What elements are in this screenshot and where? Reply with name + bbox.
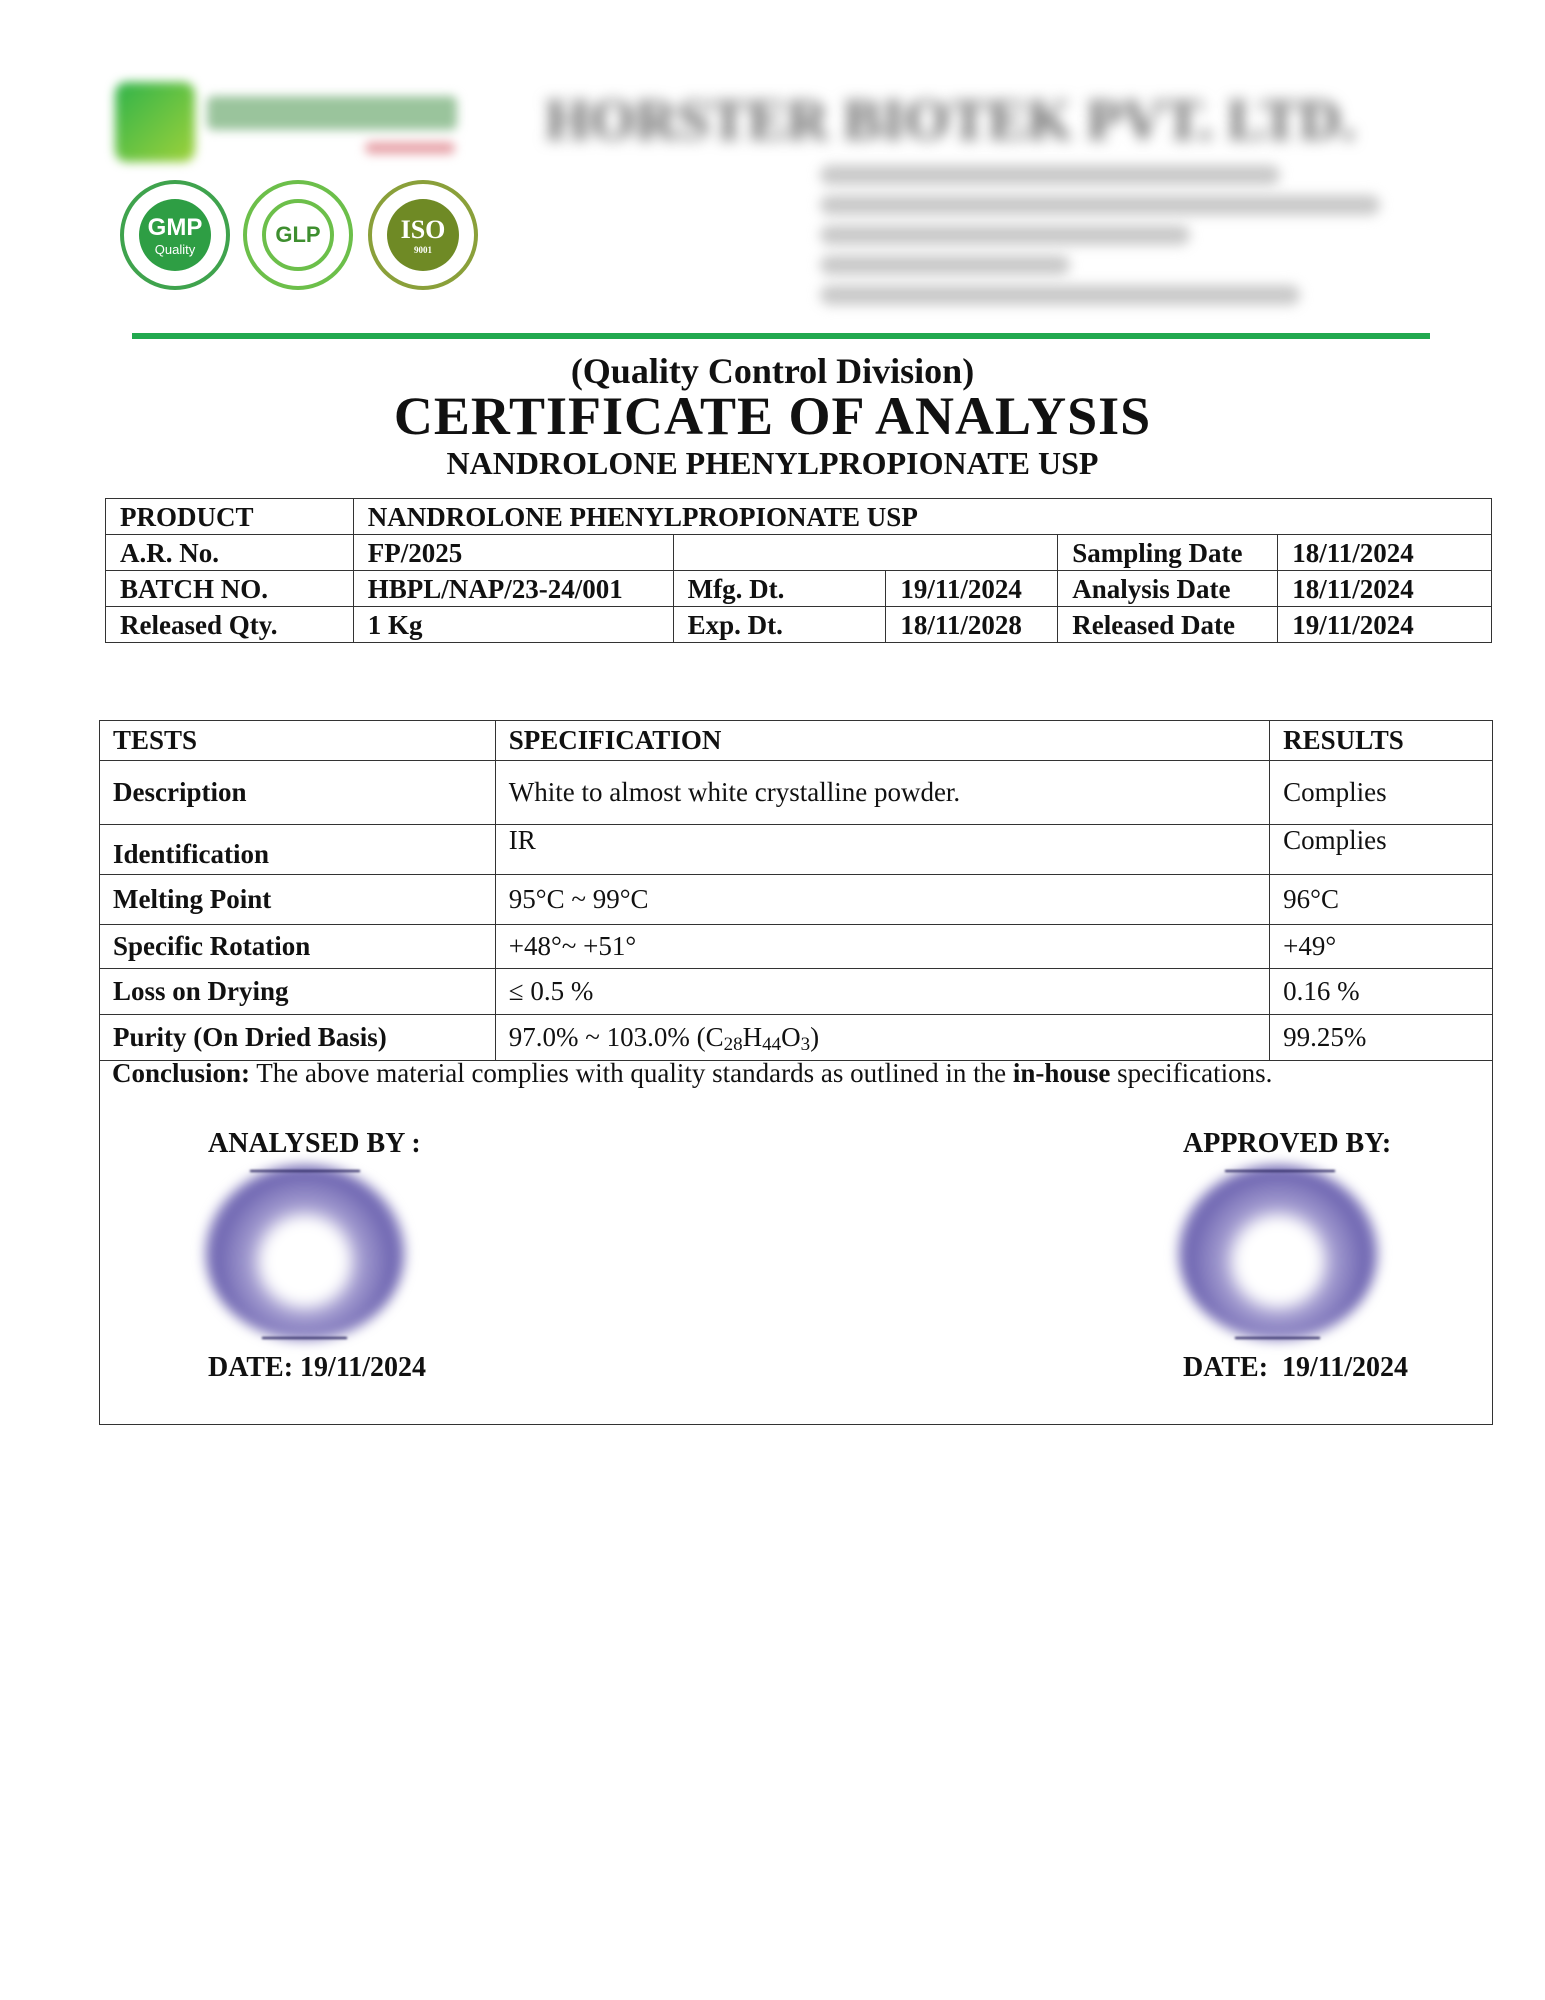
logo-tagline [365,142,455,154]
empty-cell [673,535,1058,571]
table-row [100,825,1493,875]
table-header-row [100,721,1493,761]
table-row [106,571,1492,607]
released-date-value: 19/11/2024 [1278,607,1492,643]
table-row [100,1015,1493,1061]
iso-seal-subtext: 9001 [414,245,432,255]
test-spec [495,1015,1269,1061]
test-spec: ≤ 0.5 % [495,969,1269,1015]
formula-element: H [742,1022,763,1052]
analyst-stamp-icon [205,1165,405,1340]
approved-by-label: APPROVED BY: [1183,1128,1392,1159]
released-qty-label: Released Qty. [106,607,354,643]
formula-subscript: 28 [723,1034,743,1055]
exp-date-value: 18/11/2028 [886,607,1058,643]
test-result: Complies [1270,761,1493,825]
mfg-date-label: Mfg. Dt. [673,571,886,607]
test-spec: 95°C ~ 99°C [495,875,1269,925]
mobile-line [820,255,1070,275]
test-result: 99.25% [1270,1015,1493,1061]
approver-stamp-icon [1178,1165,1378,1340]
glp-seal-icon [243,180,353,290]
logo-wordmark [207,96,457,130]
released-date-label: Released Date [1058,607,1278,643]
table-row [100,761,1493,825]
test-spec: IR [495,825,1269,875]
iso-seal-text: ISO [400,215,446,244]
conclusion-emphasis: in-house [1012,1058,1111,1088]
batch-no-label: BATCH NO. [106,571,354,607]
table-row [106,607,1492,643]
gmp-seal-icon [120,180,230,290]
table-row [100,925,1493,969]
analysis-date-value: 18/11/2024 [1278,571,1492,607]
formula-element: O [781,1022,801,1052]
test-name: Purity (On Dried Basis) [100,1015,496,1061]
email-line [820,285,1300,305]
results-header: RESULTS [1270,721,1493,761]
product-info-table [105,498,1492,643]
stamp-arc [1225,1170,1335,1172]
mfg-date-value: 19/11/2024 [886,571,1058,607]
sampling-date-label: Sampling Date [1058,535,1278,571]
test-result: 0.16 % [1270,969,1493,1015]
approved-date: DATE: 19/11/2024 [1183,1352,1409,1383]
test-result: Complies [1270,825,1493,875]
test-name: Identification [100,825,496,875]
formula-subscript: 44 [762,1034,782,1055]
test-spec: +48°~ +51° [495,925,1269,969]
analysed-by-label: ANALYSED BY : [208,1128,421,1159]
table-row [100,875,1493,925]
conclusion-text: The above material complies with quality standards as outlined in the [250,1058,1013,1088]
exp-date-label: Exp. Dt. [673,607,886,643]
analysis-date-label: Analysis Date [1058,571,1278,607]
gmp-seal-subtext: Quality [154,241,196,257]
phone-line [820,225,1190,245]
test-result: +49° [1270,925,1493,969]
test-name: Specific Rotation [100,925,496,969]
batch-no-value: HBPL/NAP/23-24/001 [353,571,673,607]
sampling-date-value: 18/11/2024 [1278,535,1492,571]
conclusion-text-end: specifications. [1110,1058,1273,1088]
table-row [100,969,1493,1015]
company-logo [115,82,465,172]
division-title: (Quality Control Division) [570,351,975,391]
logo-mark-icon [115,82,195,162]
address-line [820,165,1280,185]
iso-seal-icon [368,180,478,290]
released-qty-value: 1 Kg [353,607,673,643]
address-line [820,195,1380,215]
ar-no-label: A.R. No. [106,535,354,571]
stamp-arc [262,1337,347,1339]
header-divider [132,333,1430,339]
product-label: PRODUCT [106,499,354,535]
test-spec: White to almost white crystalline powder. [495,761,1269,825]
purity-spec-text: 97.0% ~ 103.0% (C [508,1022,724,1052]
analysed-date: DATE: 19/11/2024 [208,1352,427,1383]
table-row [106,499,1492,535]
product-title: NANDROLONE PHENYLPROPIONATE USP [446,445,1099,481]
test-name: Description [100,761,496,825]
test-results-table [99,720,1493,1061]
formula-subscript: 3 [800,1034,811,1055]
conclusion-label: Conclusion: [112,1058,251,1088]
glp-seal-text: GLP [275,222,321,247]
table-row [106,535,1492,571]
test-result: 96°C [1270,875,1493,925]
product-value: NANDROLONE PHENYLPROPIONATE USP [353,499,1491,535]
stamp-arc [250,1170,360,1172]
test-name: Melting Point [100,875,496,925]
gmp-seal-text: GMP [147,213,203,241]
test-name: Loss on Drying [100,969,496,1015]
formula-close: ) [810,1022,820,1052]
ar-no-value: FP/2025 [353,535,673,571]
stamp-arc [1235,1337,1320,1339]
specification-header: SPECIFICATION [495,721,1269,761]
company-name: HORSTER BIOTEK PVT. LTD. [545,87,1356,146]
conclusion [112,1058,1482,1089]
tests-header: TESTS [100,721,496,761]
document-title: CERTIFICATE OF ANALYSIS [393,386,1152,446]
